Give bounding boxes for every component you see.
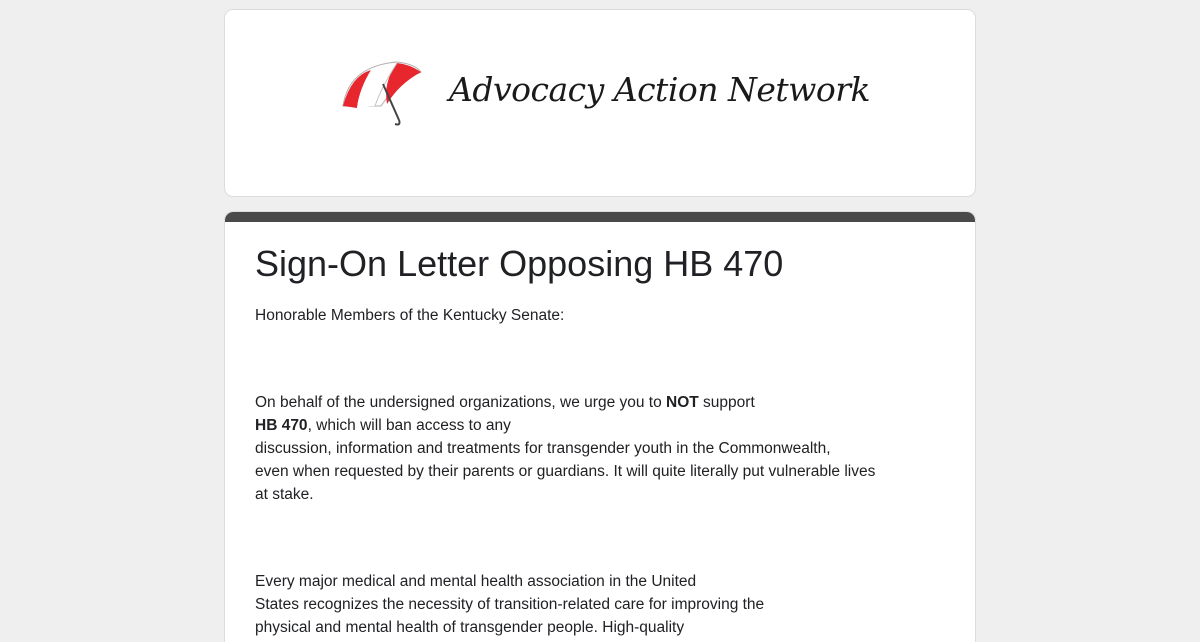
paragraph-1-line-1-post: support xyxy=(698,394,755,411)
description-paragraph-2 xyxy=(255,570,945,639)
paragraph-1-line-2 xyxy=(255,414,945,437)
paragraph-1-line-4: even when requested by their parents or guardians. It will quite literally put vulnerable lives xyxy=(255,463,876,480)
paragraph-1-line-3: discussion, information and treatments for transgender youth in the Commonwealth, xyxy=(255,440,831,457)
salutation xyxy=(255,304,945,327)
logo xyxy=(337,58,871,138)
paragraph-1-line-2-post: , which will ban access to any xyxy=(307,417,511,434)
paragraph-2-line-1: Every major medical and mental health association in the United xyxy=(255,573,697,590)
paragraph-1-line-1-pre: On behalf of the undersigned organizations, we urge you to xyxy=(255,394,667,411)
paragraph-1-line-5: at stake. xyxy=(255,486,314,503)
form-title: Sign-On Letter Opposing HB 470 xyxy=(255,243,784,284)
accent-bar xyxy=(225,212,975,222)
umbrella-icon xyxy=(337,58,427,128)
paragraph-2-line-3: physical and mental health of transgender people. High-quality xyxy=(255,619,685,636)
header-card xyxy=(225,10,975,196)
description-paragraph-1 xyxy=(255,391,945,506)
not-emphasis: NOT xyxy=(666,394,699,411)
salutation-text: Honorable Members of the Kentucky Senate: xyxy=(255,307,565,324)
paragraph-1-line-1 xyxy=(255,391,945,414)
paragraph-2-line-2: States recognizes the necessity of transition-related care for improving the xyxy=(255,596,765,613)
bill-name-emphasis: HB 470 xyxy=(255,417,308,434)
logo-text: Advocacy Action Network xyxy=(449,70,871,109)
form-header-card xyxy=(225,212,975,642)
